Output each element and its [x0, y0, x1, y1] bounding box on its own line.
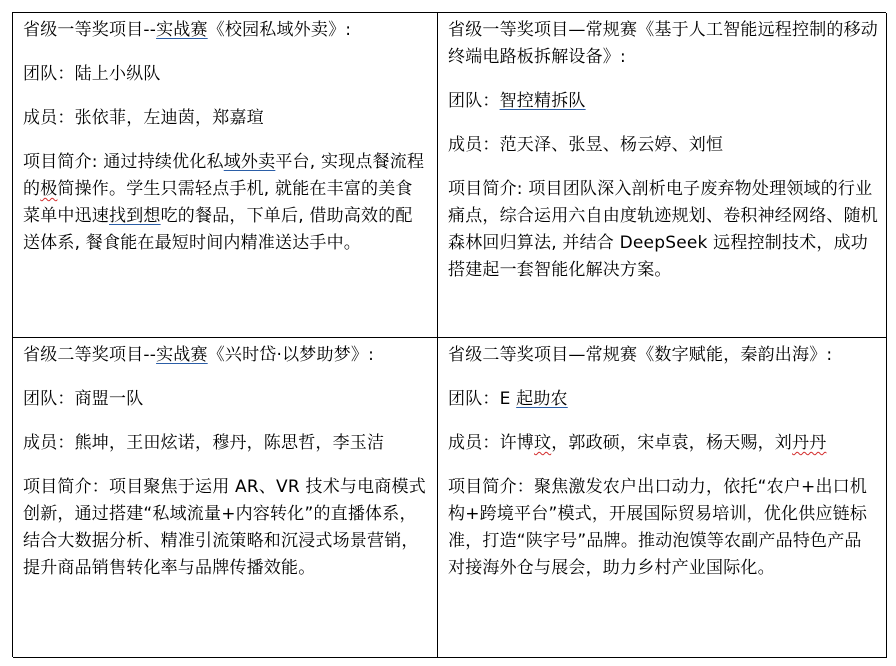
desc-text: 项目简介: 通过持续优化私	[23, 152, 224, 172]
cell-top-left	[13, 13, 438, 338]
title-name: 《兴时岱·以梦助梦》:	[207, 345, 375, 365]
team-prefix: 团队：E	[448, 389, 517, 409]
project-description: 项目简介: 项目团队深入剖析电子废弃物处理领域的行业痛点，综合运用六自由度轨迹规划、卷积神经网络、随机森林回归算法, 并结合 DeepSeek 远程控制技术，成功搭建起一套智能化解决方案。	[448, 179, 878, 280]
desc-text: 平台, 实现点餐流程的	[23, 152, 425, 199]
project-title	[23, 342, 427, 369]
team-name: 智控精拆队	[499, 91, 586, 111]
cell-top-right	[438, 13, 887, 338]
members-spellcheck: 丹丹	[792, 433, 827, 453]
team-line: 团队：商盟一队	[23, 389, 144, 409]
project-title	[23, 17, 427, 44]
members-line	[448, 430, 878, 457]
project-title: 省级一等奖项目—常规赛《基于人工智能远程控制的移动终端电路板拆解设备》:	[448, 20, 878, 67]
desc-text: 简操作。学生只需轻点手机, 就能在丰富的美食菜单中迅速	[23, 179, 413, 226]
project-description: 项目简介：聚焦激发农户出口动力，依托“农户+出口机构+跨境平台”模式，开展国际贸易培训，优化供应链标准，打造“陕字号”品牌。推动泡馍等农副产品特色产品对接海外仓与展会，助力乡村产业国际化。	[448, 477, 868, 578]
title-track: 实战赛	[156, 20, 208, 40]
members-text: 成员：许博	[448, 433, 534, 453]
members-line: 成员：熊坤，王田炫诺，穆丹，陈思哲，李玉洁	[23, 433, 385, 453]
desc-underlined: 域外卖	[223, 152, 276, 172]
title-prefix: 省级二等奖项目--	[23, 345, 157, 365]
title-prefix: 省级一等奖项目--	[23, 20, 157, 40]
team-line	[448, 88, 878, 115]
members-spellcheck: 玟	[534, 433, 552, 453]
desc-text: 吃的餐品，下单后, 借助高效的配送体系, 餐食能在最短时间内精准送达手中。	[23, 206, 413, 253]
desc-underlined: 找到想	[109, 206, 161, 226]
members-line: 成员：张依菲，左迪茵，郑嘉瑄	[23, 108, 264, 128]
team-line: 团队：陆上小纵队	[23, 64, 161, 84]
project-description	[23, 149, 427, 257]
team-line	[448, 386, 878, 413]
project-title: 省级二等奖项目—常规赛《数字赋能，秦韵出海》:	[448, 345, 833, 365]
team-prefix: 团队：	[448, 91, 500, 111]
cell-bottom-right	[438, 338, 887, 658]
award-table	[12, 12, 886, 657]
project-description: 项目简介：项目聚焦于运用 AR、VR 技术与电商模式创新，通过搭建“私域流量+内容转化”的直播体系，结合大数据分析、精准引流策略和沉浸式场景营销，提升商品销售转化率与品牌传播效能。	[23, 477, 426, 578]
title-name: 《校园私域外卖》:	[207, 20, 352, 40]
team-name: 起助农	[516, 389, 568, 409]
cell-bottom-left	[13, 338, 438, 658]
members-text: ，郭政硕，宋卓袁，杨天赐，刘	[551, 433, 793, 453]
desc-spellcheck: 极	[40, 179, 58, 199]
members-line: 成员：范天泽、张昱、杨云婷、刘恒	[448, 135, 724, 155]
title-track: 实战赛	[156, 345, 208, 365]
